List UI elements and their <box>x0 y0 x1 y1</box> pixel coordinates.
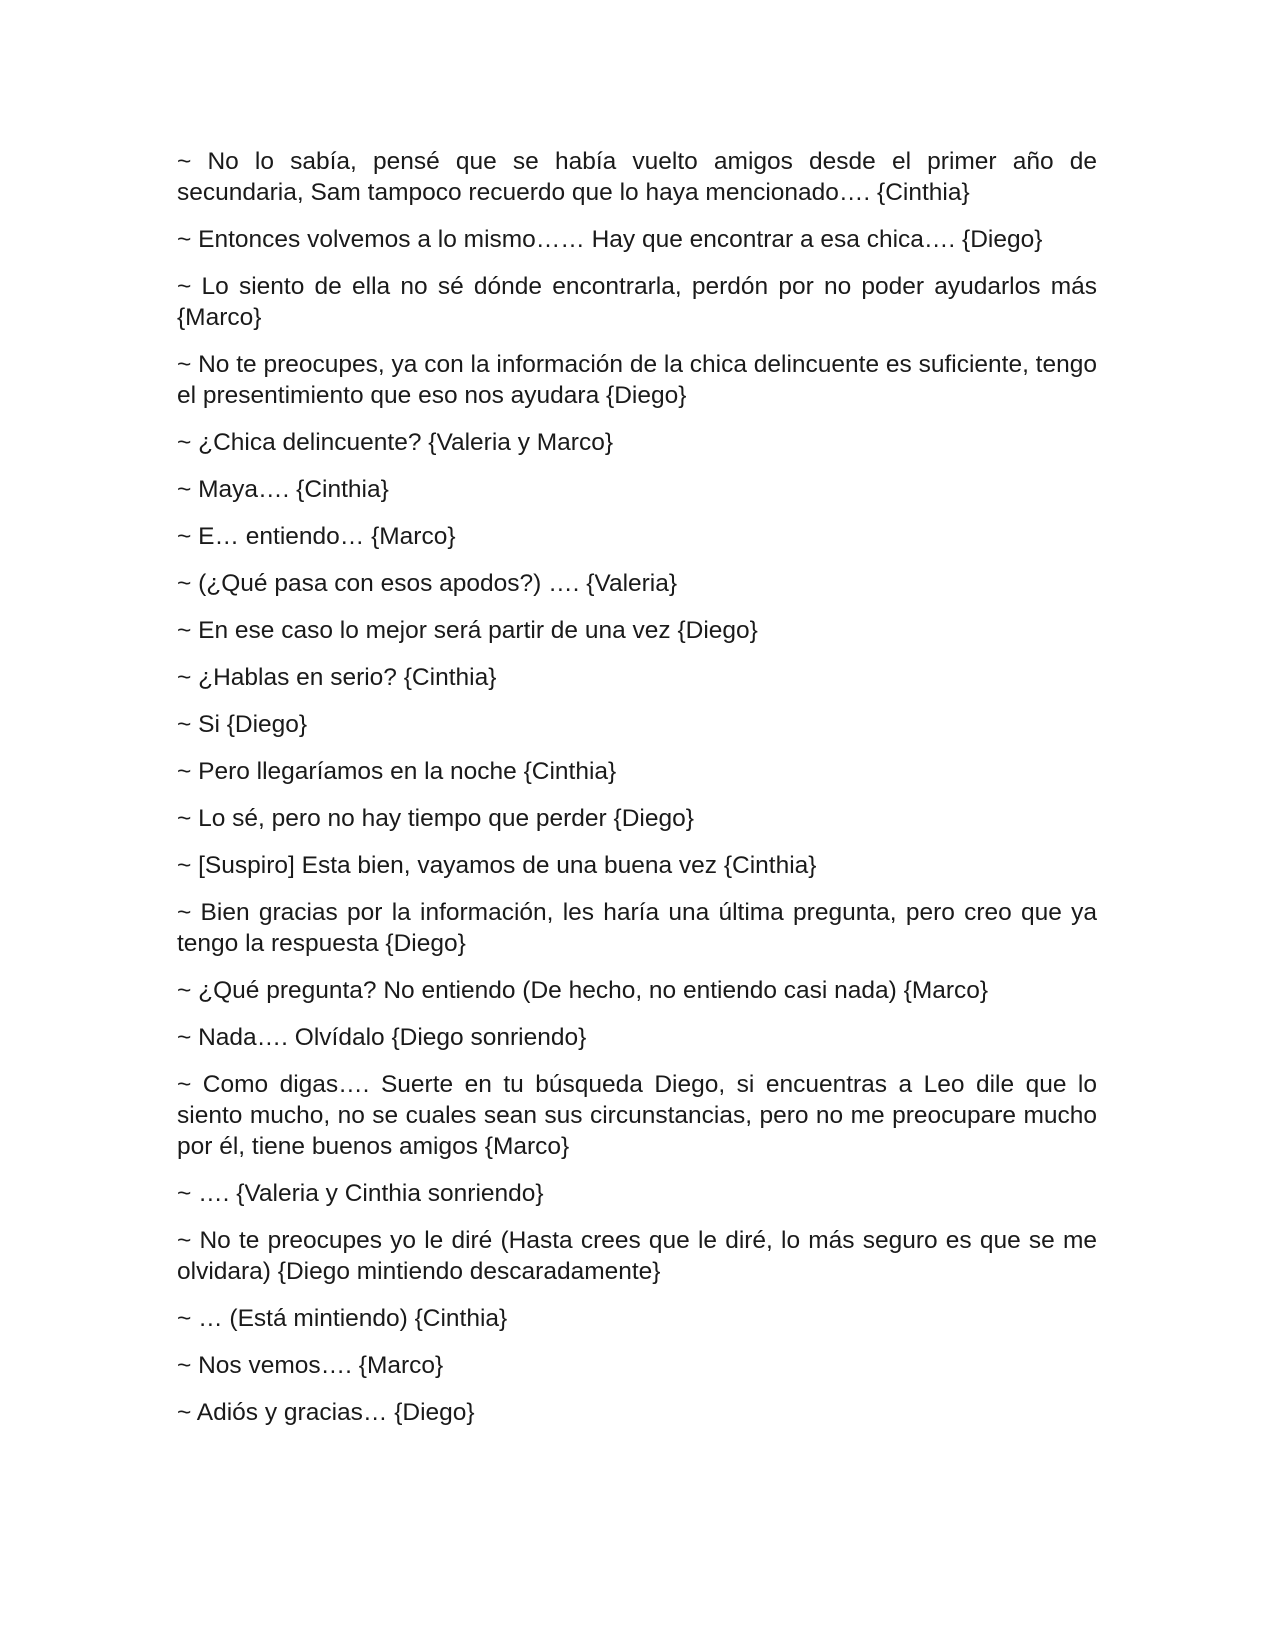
dialogue-line: ~ No lo sabía, pensé que se había vuelto amigos desde el primer año de secundaria, Sam tampoco recuerdo que lo haya mencionado…. {Cinthia} <box>177 148 1097 206</box>
dialogue-line: ~ No te preocupes, ya con la información de la chica delincuente es suficiente, tengo el presentimiento que eso nos ayudara {Diego} <box>177 351 1097 409</box>
dialogue-line: ~ E… entiendo… {Marco} <box>177 523 456 550</box>
dialogue-line: ~ Nada…. Olvídalo {Diego sonriendo} <box>177 1024 587 1051</box>
dialogue-line: ~ ¿Chica delincuente? {Valeria y Marco} <box>177 429 614 456</box>
dialogue-line: ~ Si {Diego} <box>177 711 308 738</box>
dialogue-line: ~ [Suspiro] Esta bien, vayamos de una buena vez {Cinthia} <box>177 852 817 879</box>
dialogue-line: ~ Entonces volvemos a lo mismo…… Hay que encontrar a esa chica…. {Diego} <box>177 226 1043 253</box>
document-page <box>177 146 1097 1444</box>
dialogue-line: ~ Bien gracias por la información, les haría una última pregunta, pero creo que ya tengo la respuesta {Diego} <box>177 899 1097 957</box>
dialogue-line: ~ Como digas…. Suerte en tu búsqueda Diego, si encuentras a Leo dile que lo siento mucho, no se cuales sean sus circunstancias, pero no me preocupare mucho por él, tiene buenos amigos {Marco} <box>177 1071 1097 1160</box>
dialogue-line: ~ No te preocupes yo le diré (Hasta crees que le diré, lo más seguro es que se me olvidara) {Diego mintiendo descaradamente} <box>177 1227 1097 1285</box>
dialogue-line: ~ Lo siento de ella no sé dónde encontrarla, perdón por no poder ayudarlos más {Marco} <box>177 273 1097 331</box>
dialogue-line: ~ Lo sé, pero no hay tiempo que perder {Diego} <box>177 805 694 832</box>
dialogue-line: ~ Pero llegaríamos en la noche {Cinthia} <box>177 758 617 785</box>
dialogue-line: ~ ¿Qué pregunta? No entiendo (De hecho, no entiendo casi nada) {Marco} <box>177 977 989 1004</box>
dialogue-line: ~ …. {Valeria y Cinthia sonriendo} <box>177 1180 544 1207</box>
dialogue-line: ~ En ese caso lo mejor será partir de una vez {Diego} <box>177 617 758 644</box>
dialogue-line: ~ … (Está mintiendo) {Cinthia} <box>177 1305 508 1332</box>
dialogue-line: ~ Maya…. {Cinthia} <box>177 476 389 503</box>
dialogue-line: ~ Adiós y gracias… {Diego} <box>177 1399 475 1426</box>
dialogue-line: ~ Nos vemos…. {Marco} <box>177 1352 444 1379</box>
dialogue-line: ~ ¿Hablas en serio? {Cinthia} <box>177 664 497 691</box>
dialogue-line: ~ (¿Qué pasa con esos apodos?) …. {Valeria} <box>177 570 678 597</box>
